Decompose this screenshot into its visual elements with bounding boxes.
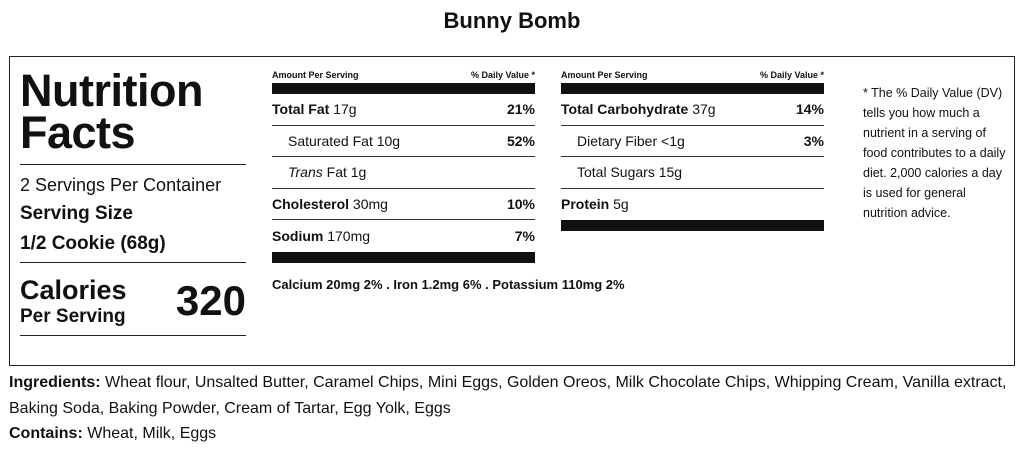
calories-row <box>20 263 246 335</box>
nutrient-amount: 37g <box>692 101 716 118</box>
nutrient-name: Sodium <box>272 227 324 244</box>
column-header <box>272 69 535 83</box>
nutrient-row-cholesterol <box>272 189 535 221</box>
daily-value-label: % Daily Value * <box>759 70 824 80</box>
nutrient-row-total-sugars <box>561 157 824 189</box>
nutrient-dv: 14% <box>795 101 824 118</box>
thick-divider <box>561 83 824 94</box>
nutrient-name: Saturated Fat <box>288 132 373 149</box>
nutrient-row-protein <box>561 189 824 221</box>
serving-size-value: 1/2 Cookie (68g) <box>20 233 166 254</box>
nutrient-row-total-carbohydrate <box>561 94 824 126</box>
contains-label: Contains: <box>9 425 83 442</box>
nutrient-name: Dietary Fiber <box>577 132 658 149</box>
nutrient-dv: 21% <box>506 101 535 118</box>
nutrient-amount: 1g <box>350 164 367 181</box>
nutrient-name: Cholesterol <box>272 195 350 212</box>
product-title: Bunny Bomb <box>443 8 581 33</box>
daily-value-footnote: * The % Daily Value (DV) tells you how much a nutrient in a serving of food contributes to a daily diet. 2,000 calories a day is used for general nutrition advice. <box>863 86 1006 220</box>
nutrient-row-dietary-fiber <box>561 126 824 158</box>
serving-size-label: Serving Size <box>20 203 133 224</box>
nutrient-name: Total Fat <box>272 101 330 118</box>
ingredients-statement <box>9 370 1019 421</box>
servings-per-container: 2 Servings Per Container <box>20 175 222 195</box>
calories-value: 320 <box>175 277 246 324</box>
thick-divider <box>272 252 535 263</box>
divider <box>20 164 246 165</box>
nutrient-dv: 7% <box>514 227 535 244</box>
nutrient-row-sodium <box>272 220 535 252</box>
thick-divider <box>272 83 535 94</box>
nutrients-column-2 <box>561 69 824 231</box>
nutrient-amount: 10g <box>376 132 401 149</box>
nutrient-dv: 3% <box>803 132 824 149</box>
nutrition-summary <box>20 65 246 336</box>
nutrient-row-saturated-fat <box>272 126 535 158</box>
ingredients-text: Wheat flour, Unsalted Butter, Caramel Chips, Mini Eggs, Golden Oreos, Milk Chocolate Chips, Whipping Cream, Vanilla extract, Baking Soda, Baking Powder, Cream of Tartar, Egg Yolk, Eggs <box>9 374 1007 417</box>
nutrient-amount: 15g <box>658 164 683 181</box>
nutrient-amount: 170mg <box>327 227 371 244</box>
nutrition-panel <box>9 56 1015 366</box>
nutrient-name: Total Carbohydrate <box>561 101 689 118</box>
nutrient-amount: <1g <box>661 132 685 149</box>
thick-divider <box>561 220 824 231</box>
nutrient-amount: 30mg <box>352 195 388 212</box>
daily-value-label: % Daily Value * <box>470 70 535 80</box>
calories-label: Calories <box>20 275 127 305</box>
nutrient-amount: 17g <box>333 101 357 118</box>
heading-line-2: Facts <box>20 107 136 158</box>
calories-per-serving-label: Per Serving <box>20 306 126 327</box>
amount-per-serving-label: Amount Per Serving <box>561 70 648 80</box>
nutrient-row-total-fat <box>272 94 535 126</box>
ingredients-label: Ingredients: <box>9 374 101 391</box>
heading-line-1: Nutrition <box>20 65 203 116</box>
column-header <box>561 69 824 83</box>
nutrient-row-trans-fat <box>272 157 535 189</box>
amount-per-serving-label: Amount Per Serving <box>272 70 359 80</box>
nutrition-facts-heading <box>20 65 246 158</box>
allergen-statement <box>9 421 216 446</box>
nutrient-name: Total Sugars <box>577 164 655 181</box>
nutrient-name-italic: Trans <box>288 164 323 181</box>
divider <box>20 335 246 336</box>
nutrient-name: Protein <box>561 196 610 213</box>
nutrient-dv: 10% <box>506 195 535 212</box>
nutrient-name: Fat <box>326 164 347 181</box>
nutrients-column-1 <box>272 69 535 263</box>
minerals-line: Calcium 20mg 2% . Iron 1.2mg 6% . Potassium 110mg 2% <box>272 277 625 292</box>
nutrient-dv: 52% <box>506 132 535 149</box>
contains-text: Wheat, Milk, Eggs <box>82 425 217 442</box>
nutrient-amount: 5g <box>613 196 629 213</box>
